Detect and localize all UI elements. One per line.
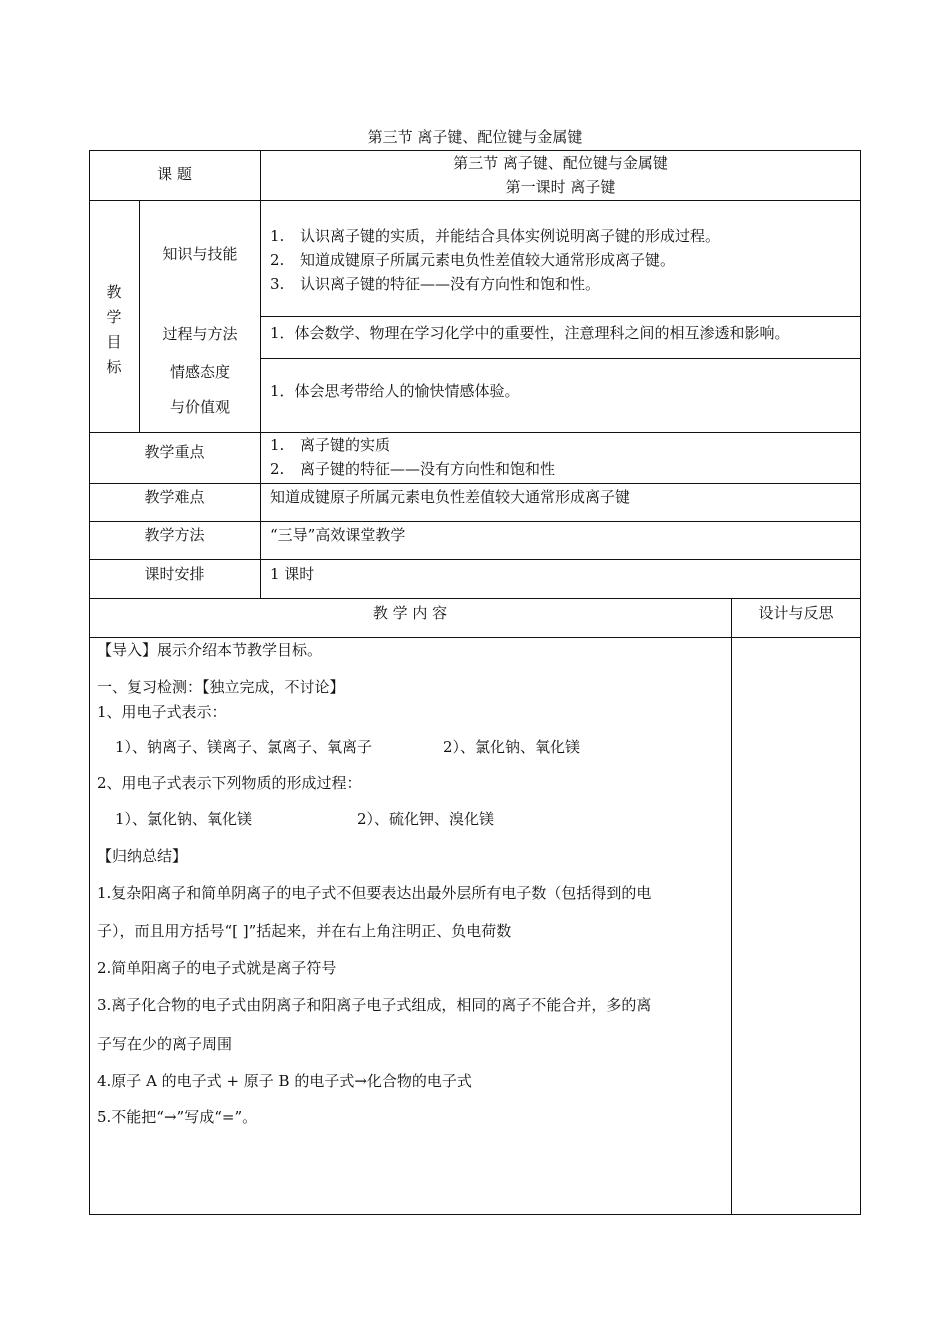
difficulty-label: 教学难点 <box>144 488 205 506</box>
question-2: 2、用电子式表示下列物质的形成过程： <box>97 774 362 792</box>
question-1-part-b: 2）、氯化钠、氧化镁 <box>443 738 581 756</box>
key-point-item: 1. 离子键的实质 <box>270 436 391 454</box>
summary-4: 4.原子 A 的电子式 + 原子 B 的电子式→化合物的电子式 <box>97 1072 472 1090</box>
schedule-label: 课时安排 <box>144 565 205 583</box>
summary-3-line-1: 3.离子化合物的电子式由阴离子和阳离子电子式组成，相同的离子不能合并，多的离 <box>97 996 652 1014</box>
method-label: 教学方法 <box>144 526 205 544</box>
knowledge-item: 3. 认识离子键的特征——没有方向性和饱和性。 <box>270 275 601 293</box>
schedule-text: 1 课时 <box>270 565 315 583</box>
process-label: 过程与方法 <box>162 325 238 343</box>
attitude-label-2: 与价值观 <box>169 398 230 416</box>
question-1: 1、用电子式表示： <box>97 703 227 721</box>
summary-1-line-2: 子），而且用方括号“[ ]”括起来，并在右上角注明正、负电荷数 <box>97 922 512 940</box>
attitude-text: 1．体会思考带给人的愉快情感体验。 <box>270 382 520 400</box>
question-2-part-a: 1）、氯化钠、氧化镁 <box>115 810 253 828</box>
process-text: 1．体会数学、物理在学习化学中的重要性，注意理科之间的相互渗透和影响。 <box>270 324 790 342</box>
summary-2: 2.简单阳离子的电子式就是离子符号 <box>97 959 337 977</box>
topic-label: 课 题 <box>157 165 192 183</box>
knowledge-item: 2. 知道成键原子所属元素电负性差值较大通常形成离子键。 <box>270 251 676 269</box>
reflection-header: 设计与反思 <box>758 604 834 622</box>
summary-1-line-1: 1.复杂阳离子和简单阴离子的电子式不但要表达出最外层所有电子数（包括得到的电 <box>97 884 652 902</box>
document-title: 第三节 离子键、配位键与金属键 <box>367 128 583 146</box>
content-header: 教 学 内 容 <box>372 604 448 622</box>
review-heading: 一、复习检测：【独立完成，不讨论】 <box>97 678 345 696</box>
topic-line-2: 第一课时 离子键 <box>505 178 616 196</box>
topic-line-1: 第三节 离子键、配位键与金属键 <box>453 154 668 172</box>
key-point-item: 2. 离子键的特征——没有方向性和饱和性 <box>270 460 556 478</box>
key-points-label: 教学重点 <box>144 443 205 461</box>
intro-text: 【导入】展示介绍本节教学目标。 <box>97 641 323 659</box>
question-1-part-a: 1）、钠离子、镁离子、氯离子、氧离子 <box>115 738 373 756</box>
attitude-label-1: 情感态度 <box>169 363 230 381</box>
question-2-part-b: 2）、硫化钾、溴化镁 <box>357 810 495 828</box>
method-text: “三导”高效课堂教学 <box>270 526 406 544</box>
knowledge-label: 知识与技能 <box>162 245 238 263</box>
summary-3-line-2: 子写在少的离子周围 <box>97 1035 233 1053</box>
difficulty-text: 知道成键原子所属元素电负性差值较大通常形成离子键 <box>270 488 631 506</box>
knowledge-item: 1. 认识离子键的实质，并能结合具体实例说明离子键的形成过程。 <box>270 227 721 245</box>
summary-5: 5.不能把“→”写成“=”。 <box>97 1108 258 1126</box>
summary-title: 【归纳总结】 <box>97 847 188 865</box>
